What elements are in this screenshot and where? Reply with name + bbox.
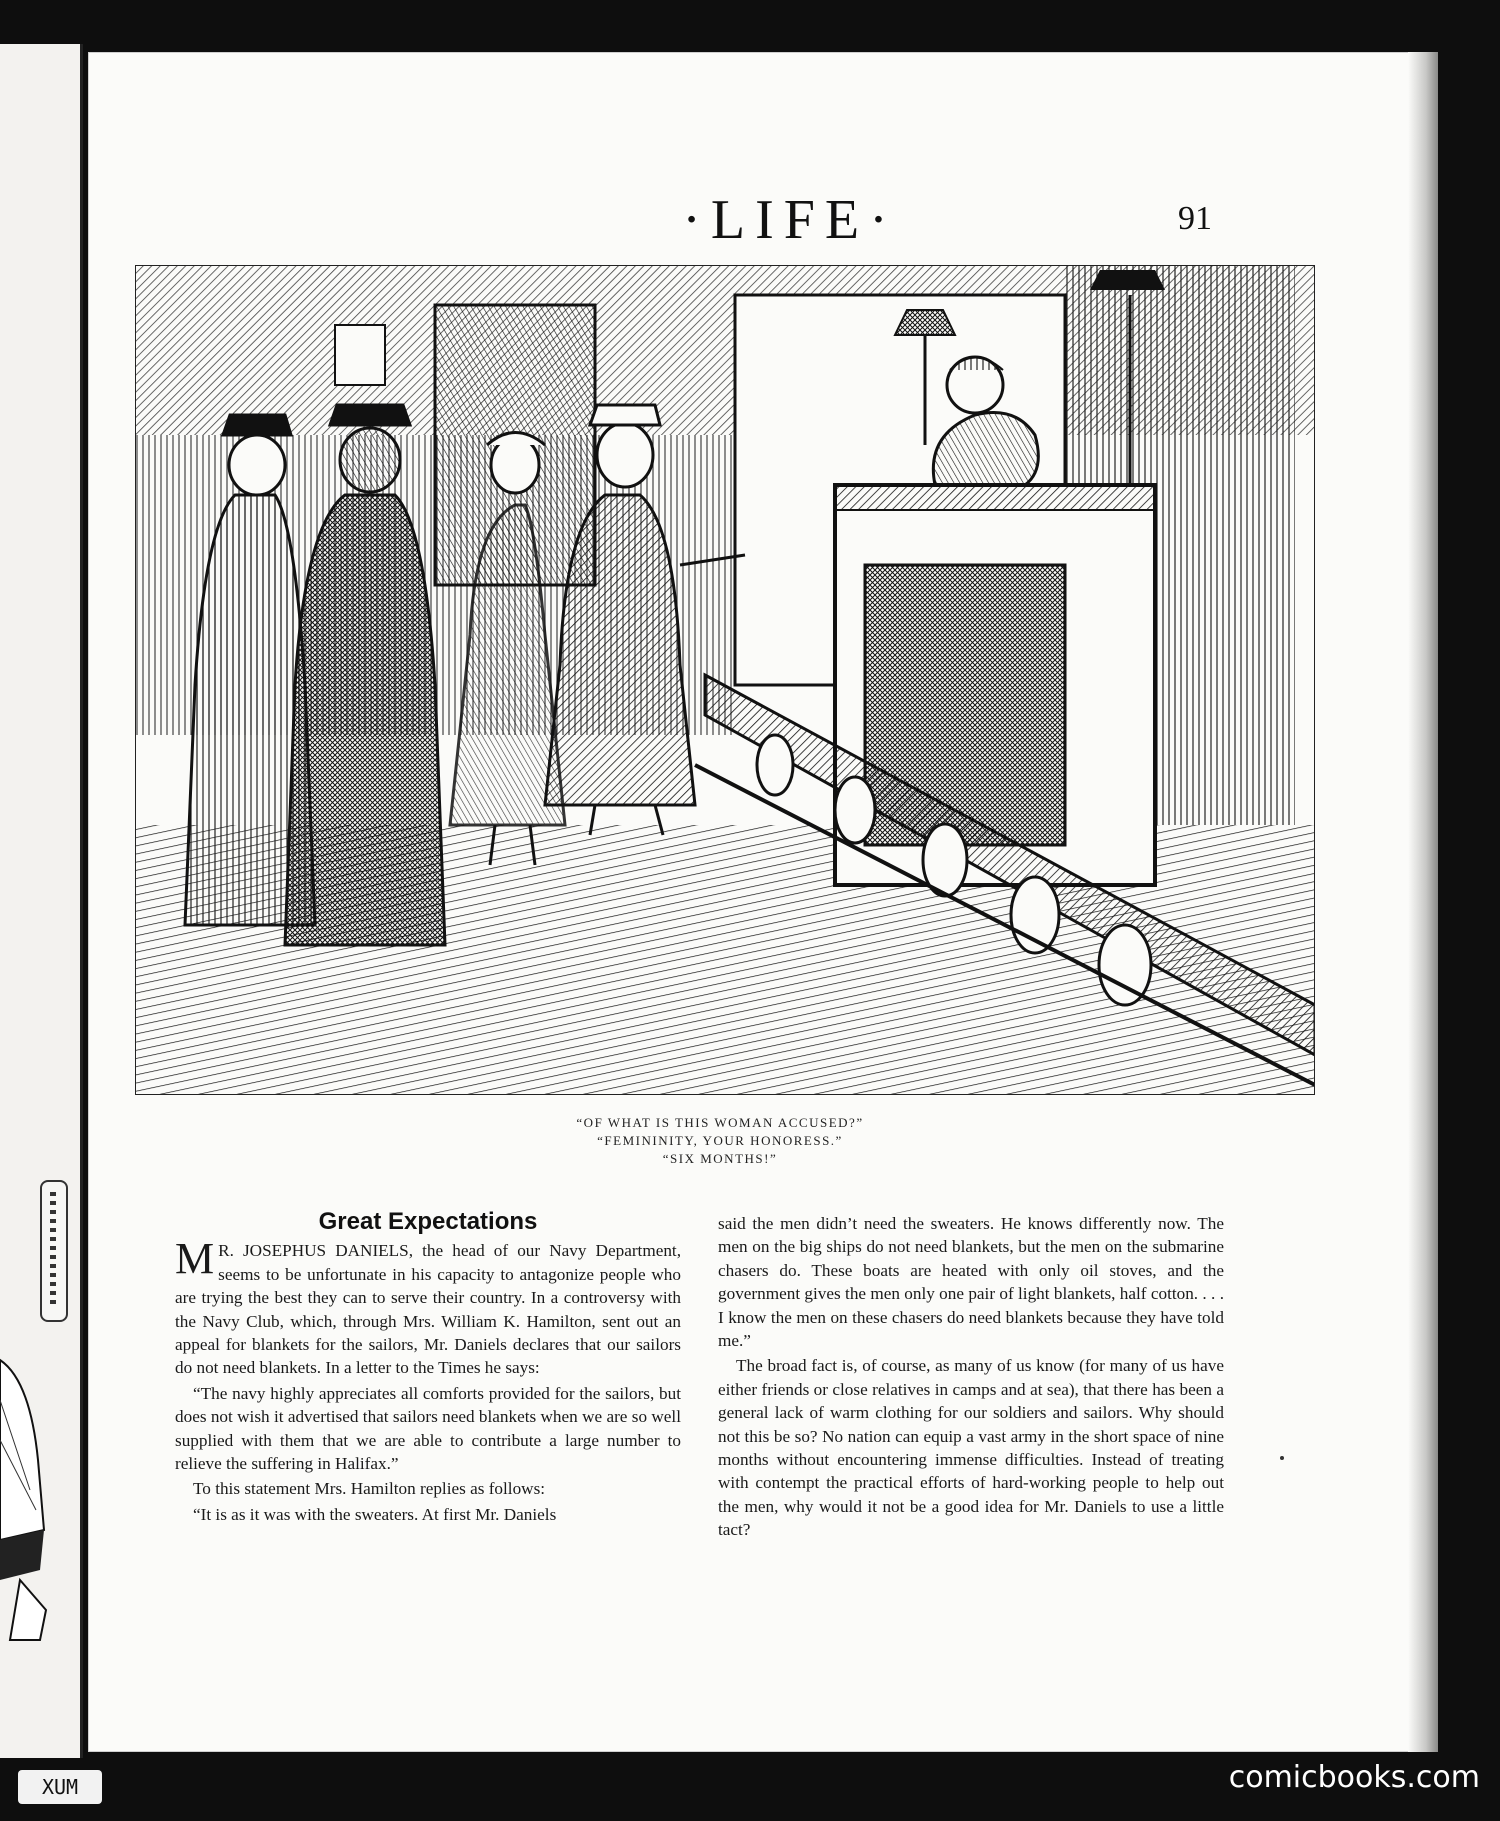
- facing-page-edge: [0, 44, 83, 1758]
- watermark[interactable]: comicbooks.com: [1228, 1760, 1480, 1795]
- page-number: 91: [1178, 200, 1212, 237]
- scan-tag: XUM: [18, 1770, 102, 1804]
- illustration-caption: [380, 1114, 1060, 1168]
- caption-line: “SIX MONTHS!”: [662, 1151, 778, 1166]
- article-column-left: [175, 1210, 681, 1528]
- margin-ornament: [40, 1180, 68, 1322]
- article-paragraph: The broad fact is, of course, as many of us know (for many of us have either friends or close relatives in camps and at sea), that there has been a general lack of warm clothing for our soldiers and sailors. Why should not this be so? No nation can equip a vast army in the short space of nine months without encountering immense difficulties. Instead of treating with contempt the practical efforts of hard-working people to help out the men, why would it not be a good idea for Mr. Daniels to use a little tact?: [718, 1356, 1224, 1540]
- caption-line: “OF WHAT IS THIS WOMAN ACCUSED?”: [576, 1115, 864, 1130]
- article-title: Great Expectations: [318, 1208, 538, 1235]
- paragraph-text: R. JOSEPHUS DANIELS, the head of our Navy Department, seems to be unfortunate in his capacity to antagonize people who are trying the best they can to serve their country. In a controversy with the Navy Club, which, through Mrs. William K. Hamilton, sent out an appeal for blankets for the sailors, Mr. Daniels declares that our sailors do not need blankets. In a letter to the Times he says:: [175, 1241, 681, 1378]
- article-paragraph: “It is as it was with the sweaters. At first Mr. Daniels: [193, 1504, 557, 1524]
- article-paragraph: said the men didn’t need the sweaters. He knows differently now. The men on the big ships do not need blankets, but the men on the submarine chasers do. These boats are heated with only oil stoves, and the government gives the men only one pair of light blankets, half cotton. . . . I know the men on these chasers do need blankets because they have told me.”: [718, 1214, 1224, 1351]
- article-paragraph: To this statement Mrs. Hamilton replies as follows:: [193, 1479, 546, 1499]
- caption-line: “FEMININITY, YOUR HONORESS.”: [597, 1133, 843, 1148]
- article-column-right: [718, 1212, 1224, 1544]
- article-paragraph: [175, 1234, 681, 1379]
- masthead: ·LIFE·: [682, 189, 898, 251]
- partial-figure-illustration: [0, 1340, 50, 1650]
- article-paragraph: “The navy highly appreciates all comforts provided for the sailors, but does not wish it advertised that sailors need blankets when we are so well supplied with them that we are able to contribute a large number to relieve the suffering in Halifax.”: [175, 1383, 681, 1474]
- courtroom-illustration: [135, 265, 1315, 1095]
- page-edge-shadow: [1408, 52, 1438, 1752]
- ink-speck: [1280, 1456, 1284, 1460]
- drop-cap: M: [175, 1234, 215, 1284]
